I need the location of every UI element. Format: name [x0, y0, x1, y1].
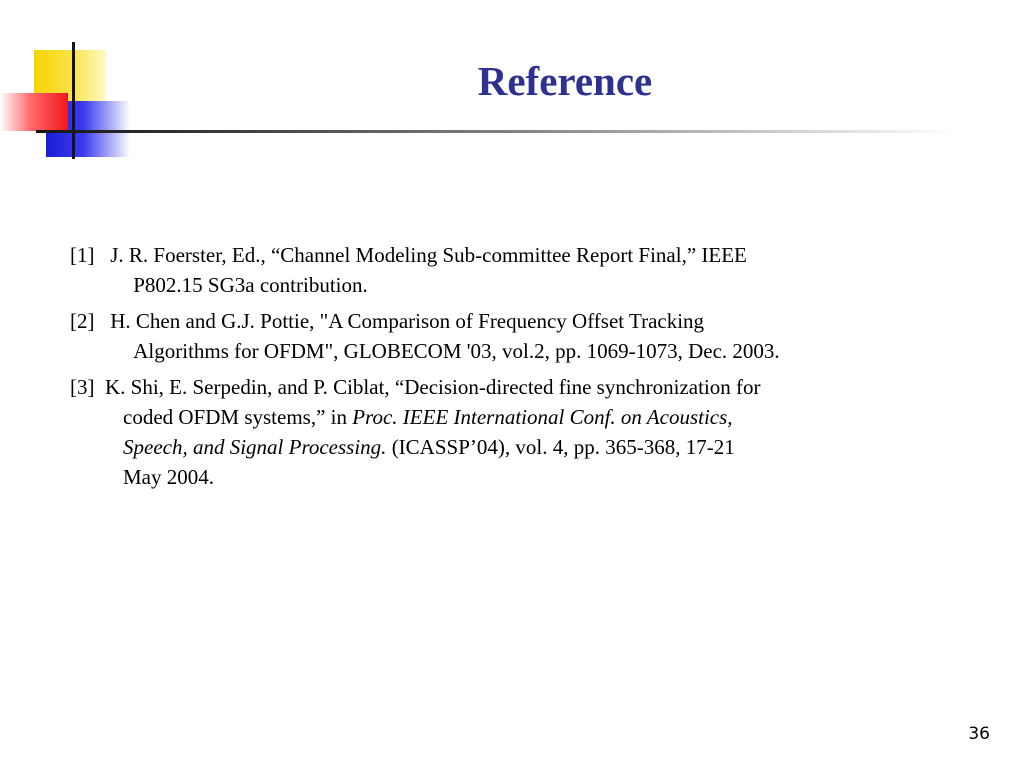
reference-number: [2] — [70, 309, 111, 333]
reference-item-3 — [70, 372, 940, 492]
reference-list — [70, 240, 940, 498]
reference-text — [105, 372, 940, 492]
reference-item-1 — [70, 240, 940, 300]
reference-line: Algorithms for OFDM", GLOBECOM '03, vol.2, pp. 1069-1073, Dec. 2003. — [133, 339, 780, 363]
reference-line — [123, 432, 940, 462]
reference-line: H. Chen and G.J. Pottie, "A Comparison of Frequency Offset Tracking — [110, 309, 705, 333]
page-number: 36 — [968, 724, 990, 744]
reference-line: K. Shi, E. Serpedin, and P. Ciblat, “Decision-directed fine synchronization for — [105, 375, 761, 399]
reference-line — [123, 402, 940, 432]
reference-item-2 — [70, 306, 940, 366]
title-underline — [36, 130, 956, 133]
reference-segment-italic: Proc. IEEE International Conf. on Acoustics, — [352, 405, 733, 429]
reference-segment: coded OFDM systems,” in — [123, 405, 353, 429]
reference-line: May 2004. — [123, 465, 214, 489]
slide-title: Reference — [477, 58, 653, 104]
reference-number: [3] — [70, 375, 105, 399]
reference-line: P802.15 SG3a contribution. — [133, 273, 368, 297]
reference-line: J. R. Foerster, Ed., “Channel Modeling Sub-committee Report Final,” IEEE — [110, 243, 747, 267]
reference-text — [110, 240, 940, 300]
reference-number: [1] — [70, 243, 111, 267]
logo-red-bar — [0, 93, 68, 131]
reference-segment-italic: Speech, and Signal Processing. — [123, 435, 387, 459]
reference-segment: (ICASSP’04), vol. 4, pp. 365-368, 17-21 — [386, 435, 735, 459]
logo-vertical-line — [72, 42, 75, 159]
reference-text — [110, 306, 940, 366]
